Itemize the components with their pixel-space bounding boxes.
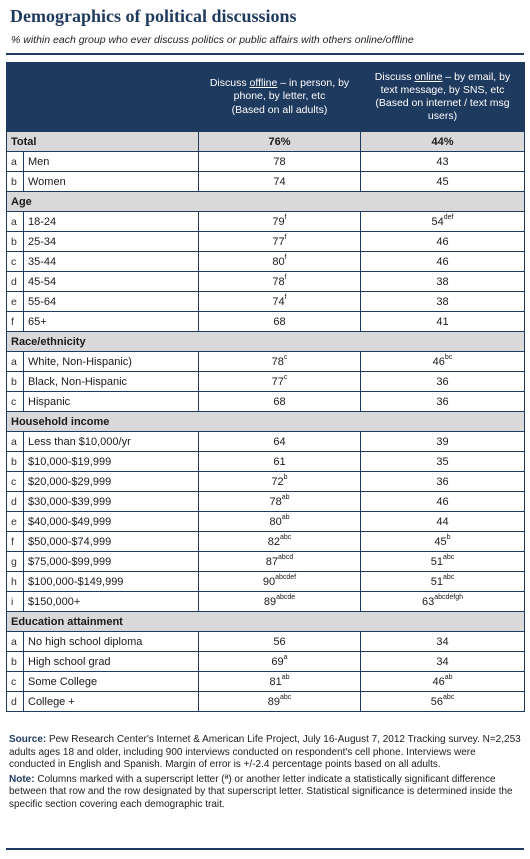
cell-online bbox=[361, 552, 525, 572]
cell-offline bbox=[199, 572, 361, 592]
cell-offline-value: 89 bbox=[263, 595, 277, 608]
cell-online bbox=[361, 372, 525, 392]
total-row bbox=[7, 132, 525, 152]
header-offline bbox=[199, 63, 361, 132]
cell-offline-significance: ab bbox=[281, 513, 290, 521]
table-row bbox=[7, 692, 525, 712]
cell-online-value: 56 bbox=[430, 695, 443, 708]
row-label: No high school diploma bbox=[24, 632, 199, 652]
row-letter: f bbox=[7, 532, 24, 552]
cell-offline-value: 61 bbox=[273, 455, 286, 468]
cell-online-value: 36 bbox=[436, 395, 449, 408]
table-row bbox=[7, 232, 525, 252]
cell-offline bbox=[199, 252, 361, 272]
cell-offline-value: 78 bbox=[271, 355, 284, 368]
cell-offline-significance: f bbox=[284, 253, 287, 261]
row-letter: b bbox=[7, 452, 24, 472]
cell-offline bbox=[199, 652, 361, 672]
cell-online bbox=[361, 232, 525, 252]
table-row bbox=[7, 292, 525, 312]
note-label: Note: bbox=[9, 773, 35, 785]
cell-offline bbox=[199, 232, 361, 252]
cell-offline bbox=[199, 272, 361, 292]
row-letter: a bbox=[7, 212, 24, 232]
cell-online bbox=[361, 252, 525, 272]
cell-offline-value: 56 bbox=[273, 635, 286, 648]
cell-online bbox=[361, 652, 525, 672]
cell-offline-value: 64 bbox=[273, 435, 286, 448]
cell-online-value: 45 bbox=[436, 175, 449, 188]
table-row bbox=[7, 532, 525, 552]
cell-offline-value: 68 bbox=[273, 395, 286, 408]
row-letter: a bbox=[7, 352, 24, 372]
cell-online-significance: b bbox=[446, 533, 451, 541]
row-label: College + bbox=[24, 692, 199, 712]
page-subtitle: % within each group who ever discuss politics or public affairs with others online/offline bbox=[11, 34, 414, 46]
total-offline: 76% bbox=[199, 132, 361, 152]
cell-online-value: 44 bbox=[436, 515, 449, 528]
row-label: Some College bbox=[24, 672, 199, 692]
table-row bbox=[7, 152, 525, 172]
table-row bbox=[7, 372, 525, 392]
cell-offline bbox=[199, 352, 361, 372]
table-row bbox=[7, 572, 525, 592]
cell-online-value: 38 bbox=[436, 295, 449, 308]
table-row bbox=[7, 212, 525, 232]
cell-offline-value: 87 bbox=[265, 555, 279, 568]
cell-offline-significance: ab bbox=[281, 673, 290, 681]
cell-offline-significance: f bbox=[284, 273, 287, 281]
row-label: $20,000-$29,999 bbox=[24, 472, 199, 492]
header-online bbox=[361, 63, 525, 132]
cell-online-value: 34 bbox=[436, 655, 449, 668]
total-label: Total bbox=[7, 132, 199, 152]
cell-offline-significance: abcdef bbox=[275, 573, 297, 581]
cell-online bbox=[361, 492, 525, 512]
cell-offline-significance: abc bbox=[279, 693, 292, 701]
row-label: High school grad bbox=[24, 652, 199, 672]
cell-offline-significance: f bbox=[284, 213, 287, 221]
cell-offline bbox=[199, 452, 361, 472]
cell-offline-value: 80 bbox=[269, 515, 282, 528]
cell-online bbox=[361, 532, 525, 552]
table-row bbox=[7, 652, 525, 672]
section-title: Race/ethnicity bbox=[7, 332, 525, 352]
table-row bbox=[7, 392, 525, 412]
row-letter: d bbox=[7, 492, 24, 512]
cell-online-value: 63 bbox=[421, 595, 435, 608]
section-header bbox=[7, 412, 525, 432]
cell-online-value: 46 bbox=[436, 235, 449, 248]
header-blank-cell bbox=[7, 63, 199, 132]
cell-offline-significance: f bbox=[284, 293, 287, 301]
section-header bbox=[7, 332, 525, 352]
cell-offline-significance: c bbox=[283, 353, 288, 361]
row-label: $150,000+ bbox=[24, 592, 199, 612]
table-row bbox=[7, 672, 525, 692]
cell-online-value: 43 bbox=[436, 155, 449, 168]
cell-online bbox=[361, 272, 525, 292]
cell-online-significance: abc bbox=[442, 573, 455, 581]
cell-online-value: 34 bbox=[436, 635, 449, 648]
cell-offline bbox=[199, 512, 361, 532]
cell-online-value: 36 bbox=[436, 475, 449, 488]
cell-online-significance: abc bbox=[442, 553, 455, 561]
table-row bbox=[7, 552, 525, 572]
cell-online bbox=[361, 292, 525, 312]
cell-offline bbox=[199, 632, 361, 652]
row-letter: h bbox=[7, 572, 24, 592]
cell-online-value: 39 bbox=[436, 435, 449, 448]
row-label: 65+ bbox=[24, 312, 199, 332]
cell-online bbox=[361, 352, 525, 372]
footnotes bbox=[9, 734, 521, 811]
row-label: $100,000-$149,999 bbox=[24, 572, 199, 592]
cell-online-value: 46 bbox=[436, 495, 449, 508]
cell-online bbox=[361, 512, 525, 532]
row-label: 35-44 bbox=[24, 252, 199, 272]
cell-offline bbox=[199, 472, 361, 492]
note-text: Columns marked with a superscript letter (ª) or another letter indicate a statistically significant difference between that row and the row designated by that superscript letter. Statistical significance is determined inside the specific section covering each demographic trait. bbox=[9, 773, 513, 810]
row-letter: i bbox=[7, 592, 24, 612]
row-letter: c bbox=[7, 472, 24, 492]
header-online-pre: Discuss bbox=[374, 70, 415, 83]
section-header bbox=[7, 192, 525, 212]
cell-offline-value: 78 bbox=[269, 495, 282, 508]
demographics-table bbox=[6, 62, 525, 712]
cell-offline bbox=[199, 292, 361, 312]
section-title: Education attainment bbox=[7, 612, 525, 632]
cell-online-value: 36 bbox=[436, 375, 449, 388]
row-letter: a bbox=[7, 152, 24, 172]
table-row bbox=[7, 492, 525, 512]
cell-online bbox=[361, 472, 525, 492]
row-label: White, Non-Hispanic) bbox=[24, 352, 199, 372]
cell-offline bbox=[199, 212, 361, 232]
row-letter: d bbox=[7, 692, 24, 712]
cell-online-value: 51 bbox=[430, 555, 443, 568]
cell-offline-value: 89 bbox=[267, 695, 280, 708]
row-label: Men bbox=[24, 152, 199, 172]
row-label: $30,000-$39,999 bbox=[24, 492, 199, 512]
cell-offline bbox=[199, 692, 361, 712]
table-row bbox=[7, 472, 525, 492]
row-letter: f bbox=[7, 312, 24, 332]
cell-online bbox=[361, 432, 525, 452]
table-row bbox=[7, 632, 525, 652]
cell-offline-value: 80 bbox=[272, 255, 285, 268]
cell-offline bbox=[199, 372, 361, 392]
cell-online bbox=[361, 152, 525, 172]
row-letter: a bbox=[7, 432, 24, 452]
table-row bbox=[7, 512, 525, 532]
cell-online-value: 41 bbox=[436, 315, 449, 328]
cell-offline bbox=[199, 492, 361, 512]
cell-offline-significance: f bbox=[284, 233, 287, 241]
cell-online-significance: ab bbox=[444, 673, 453, 681]
row-label: Hispanic bbox=[24, 392, 199, 412]
row-letter: c bbox=[7, 252, 24, 272]
title-divider bbox=[6, 53, 524, 55]
cell-offline-significance: abcde bbox=[276, 593, 296, 601]
cell-offline bbox=[199, 152, 361, 172]
cell-offline-value: 74 bbox=[273, 175, 286, 188]
header-offline-note: (Based on all adults) bbox=[231, 103, 328, 116]
row-label: Less than $10,000/yr bbox=[24, 432, 199, 452]
cell-online-value: 46 bbox=[432, 675, 445, 688]
row-label: Women bbox=[24, 172, 199, 192]
cell-online-value: 45 bbox=[434, 535, 447, 548]
cell-online bbox=[361, 692, 525, 712]
header-offline-underlined: offline bbox=[249, 77, 278, 90]
section-title: Household income bbox=[7, 412, 525, 432]
total-online: 44% bbox=[361, 132, 525, 152]
cell-offline-value: 77 bbox=[272, 235, 285, 248]
row-letter: b bbox=[7, 232, 24, 252]
table-row bbox=[7, 312, 525, 332]
cell-offline bbox=[199, 392, 361, 412]
cell-offline-significance: abc bbox=[279, 533, 292, 541]
row-letter: d bbox=[7, 272, 24, 292]
cell-offline-value: 68 bbox=[273, 315, 286, 328]
cell-online-significance: abc bbox=[442, 693, 455, 701]
cell-online bbox=[361, 632, 525, 652]
cell-online-value: 54 bbox=[431, 215, 444, 228]
row-letter: b bbox=[7, 372, 24, 392]
cell-offline bbox=[199, 312, 361, 332]
table-row bbox=[7, 452, 525, 472]
cell-offline bbox=[199, 432, 361, 452]
cell-offline-significance: ab bbox=[281, 493, 290, 501]
cell-online-value: 51 bbox=[430, 575, 443, 588]
cell-offline bbox=[199, 552, 361, 572]
cell-online bbox=[361, 452, 525, 472]
header-online-post: – by email, by text message, by SNS, etc bbox=[380, 70, 511, 96]
row-label: $10,000-$19,999 bbox=[24, 452, 199, 472]
significance-note bbox=[9, 774, 521, 812]
table-row bbox=[7, 432, 525, 452]
cell-online-value: 46 bbox=[436, 255, 449, 268]
source-text: Pew Research Center's Internet & American Life Project, July 16-August 7, 2012 Tracking survey. N=2,253 adults ages 18 and older, including 900 interviews conducted on respondent's cell phone. Interviews were conducted in English and Spanish. Margin of error is +/-2.4 percentage points based on all adults. bbox=[9, 734, 521, 770]
cell-offline-significance: b bbox=[283, 473, 288, 481]
cell-online bbox=[361, 672, 525, 692]
row-label: $75,000-$99,999 bbox=[24, 552, 199, 572]
cell-offline-value: 77 bbox=[271, 375, 284, 388]
row-label: 45-54 bbox=[24, 272, 199, 292]
cell-offline bbox=[199, 532, 361, 552]
row-letter: a bbox=[7, 632, 24, 652]
cell-offline-value: 78 bbox=[273, 155, 286, 168]
header-offline-pre: Discuss bbox=[209, 77, 250, 90]
row-letter: g bbox=[7, 552, 24, 572]
table-row bbox=[7, 172, 525, 192]
cell-offline-value: 78 bbox=[272, 275, 285, 288]
cell-offline-value: 79 bbox=[272, 215, 285, 228]
row-letter: b bbox=[7, 652, 24, 672]
cell-online bbox=[361, 312, 525, 332]
row-label: Black, Non-Hispanic bbox=[24, 372, 199, 392]
table-row bbox=[7, 272, 525, 292]
cell-online bbox=[361, 592, 525, 612]
header-online-note: (Based on internet / text msg users) bbox=[375, 97, 510, 123]
cell-online bbox=[361, 572, 525, 592]
cell-online-value: 46 bbox=[432, 355, 445, 368]
header-offline-post: – in person, by phone, by letter, etc bbox=[233, 77, 350, 103]
row-label: 55-64 bbox=[24, 292, 199, 312]
section-title: Age bbox=[7, 192, 525, 212]
cell-online bbox=[361, 172, 525, 192]
table-row bbox=[7, 352, 525, 372]
cell-offline bbox=[199, 672, 361, 692]
bottom-divider bbox=[6, 848, 524, 850]
cell-offline-significance: abcd bbox=[278, 553, 294, 561]
row-label: 18-24 bbox=[24, 212, 199, 232]
cell-online-value: 35 bbox=[436, 455, 449, 468]
row-letter: c bbox=[7, 672, 24, 692]
cell-offline-value: 90 bbox=[262, 575, 276, 588]
cell-online bbox=[361, 392, 525, 412]
cell-offline bbox=[199, 172, 361, 192]
table-header-row bbox=[7, 63, 525, 132]
cell-online-significance: def bbox=[443, 213, 454, 221]
row-letter: c bbox=[7, 392, 24, 412]
cell-online-value: 38 bbox=[436, 275, 449, 288]
row-label: $50,000-$74,999 bbox=[24, 532, 199, 552]
cell-offline-value: 69 bbox=[271, 655, 284, 668]
row-letter: e bbox=[7, 512, 24, 532]
table-row bbox=[7, 592, 525, 612]
cell-offline-significance: c bbox=[283, 373, 288, 381]
section-header bbox=[7, 612, 525, 632]
row-label: 25-34 bbox=[24, 232, 199, 252]
source-note bbox=[9, 734, 521, 772]
cell-offline-value: 74 bbox=[272, 295, 285, 308]
row-letter: e bbox=[7, 292, 24, 312]
source-label: Source: bbox=[9, 734, 47, 745]
header-online-underlined: online bbox=[414, 70, 443, 83]
cell-offline-value: 81 bbox=[269, 675, 282, 688]
row-label: $40,000-$49,999 bbox=[24, 512, 199, 532]
page-title: Demographics of political discussions bbox=[10, 6, 297, 26]
cell-offline-value: 82 bbox=[267, 535, 280, 548]
cell-offline bbox=[199, 592, 361, 612]
cell-offline-significance: a bbox=[283, 653, 288, 661]
table-row bbox=[7, 252, 525, 272]
cell-offline-value: 72 bbox=[271, 475, 284, 488]
row-letter: b bbox=[7, 172, 24, 192]
cell-online-significance: bc bbox=[444, 353, 453, 361]
cell-online bbox=[361, 212, 525, 232]
cell-online-significance: abcdefgh bbox=[434, 593, 464, 601]
